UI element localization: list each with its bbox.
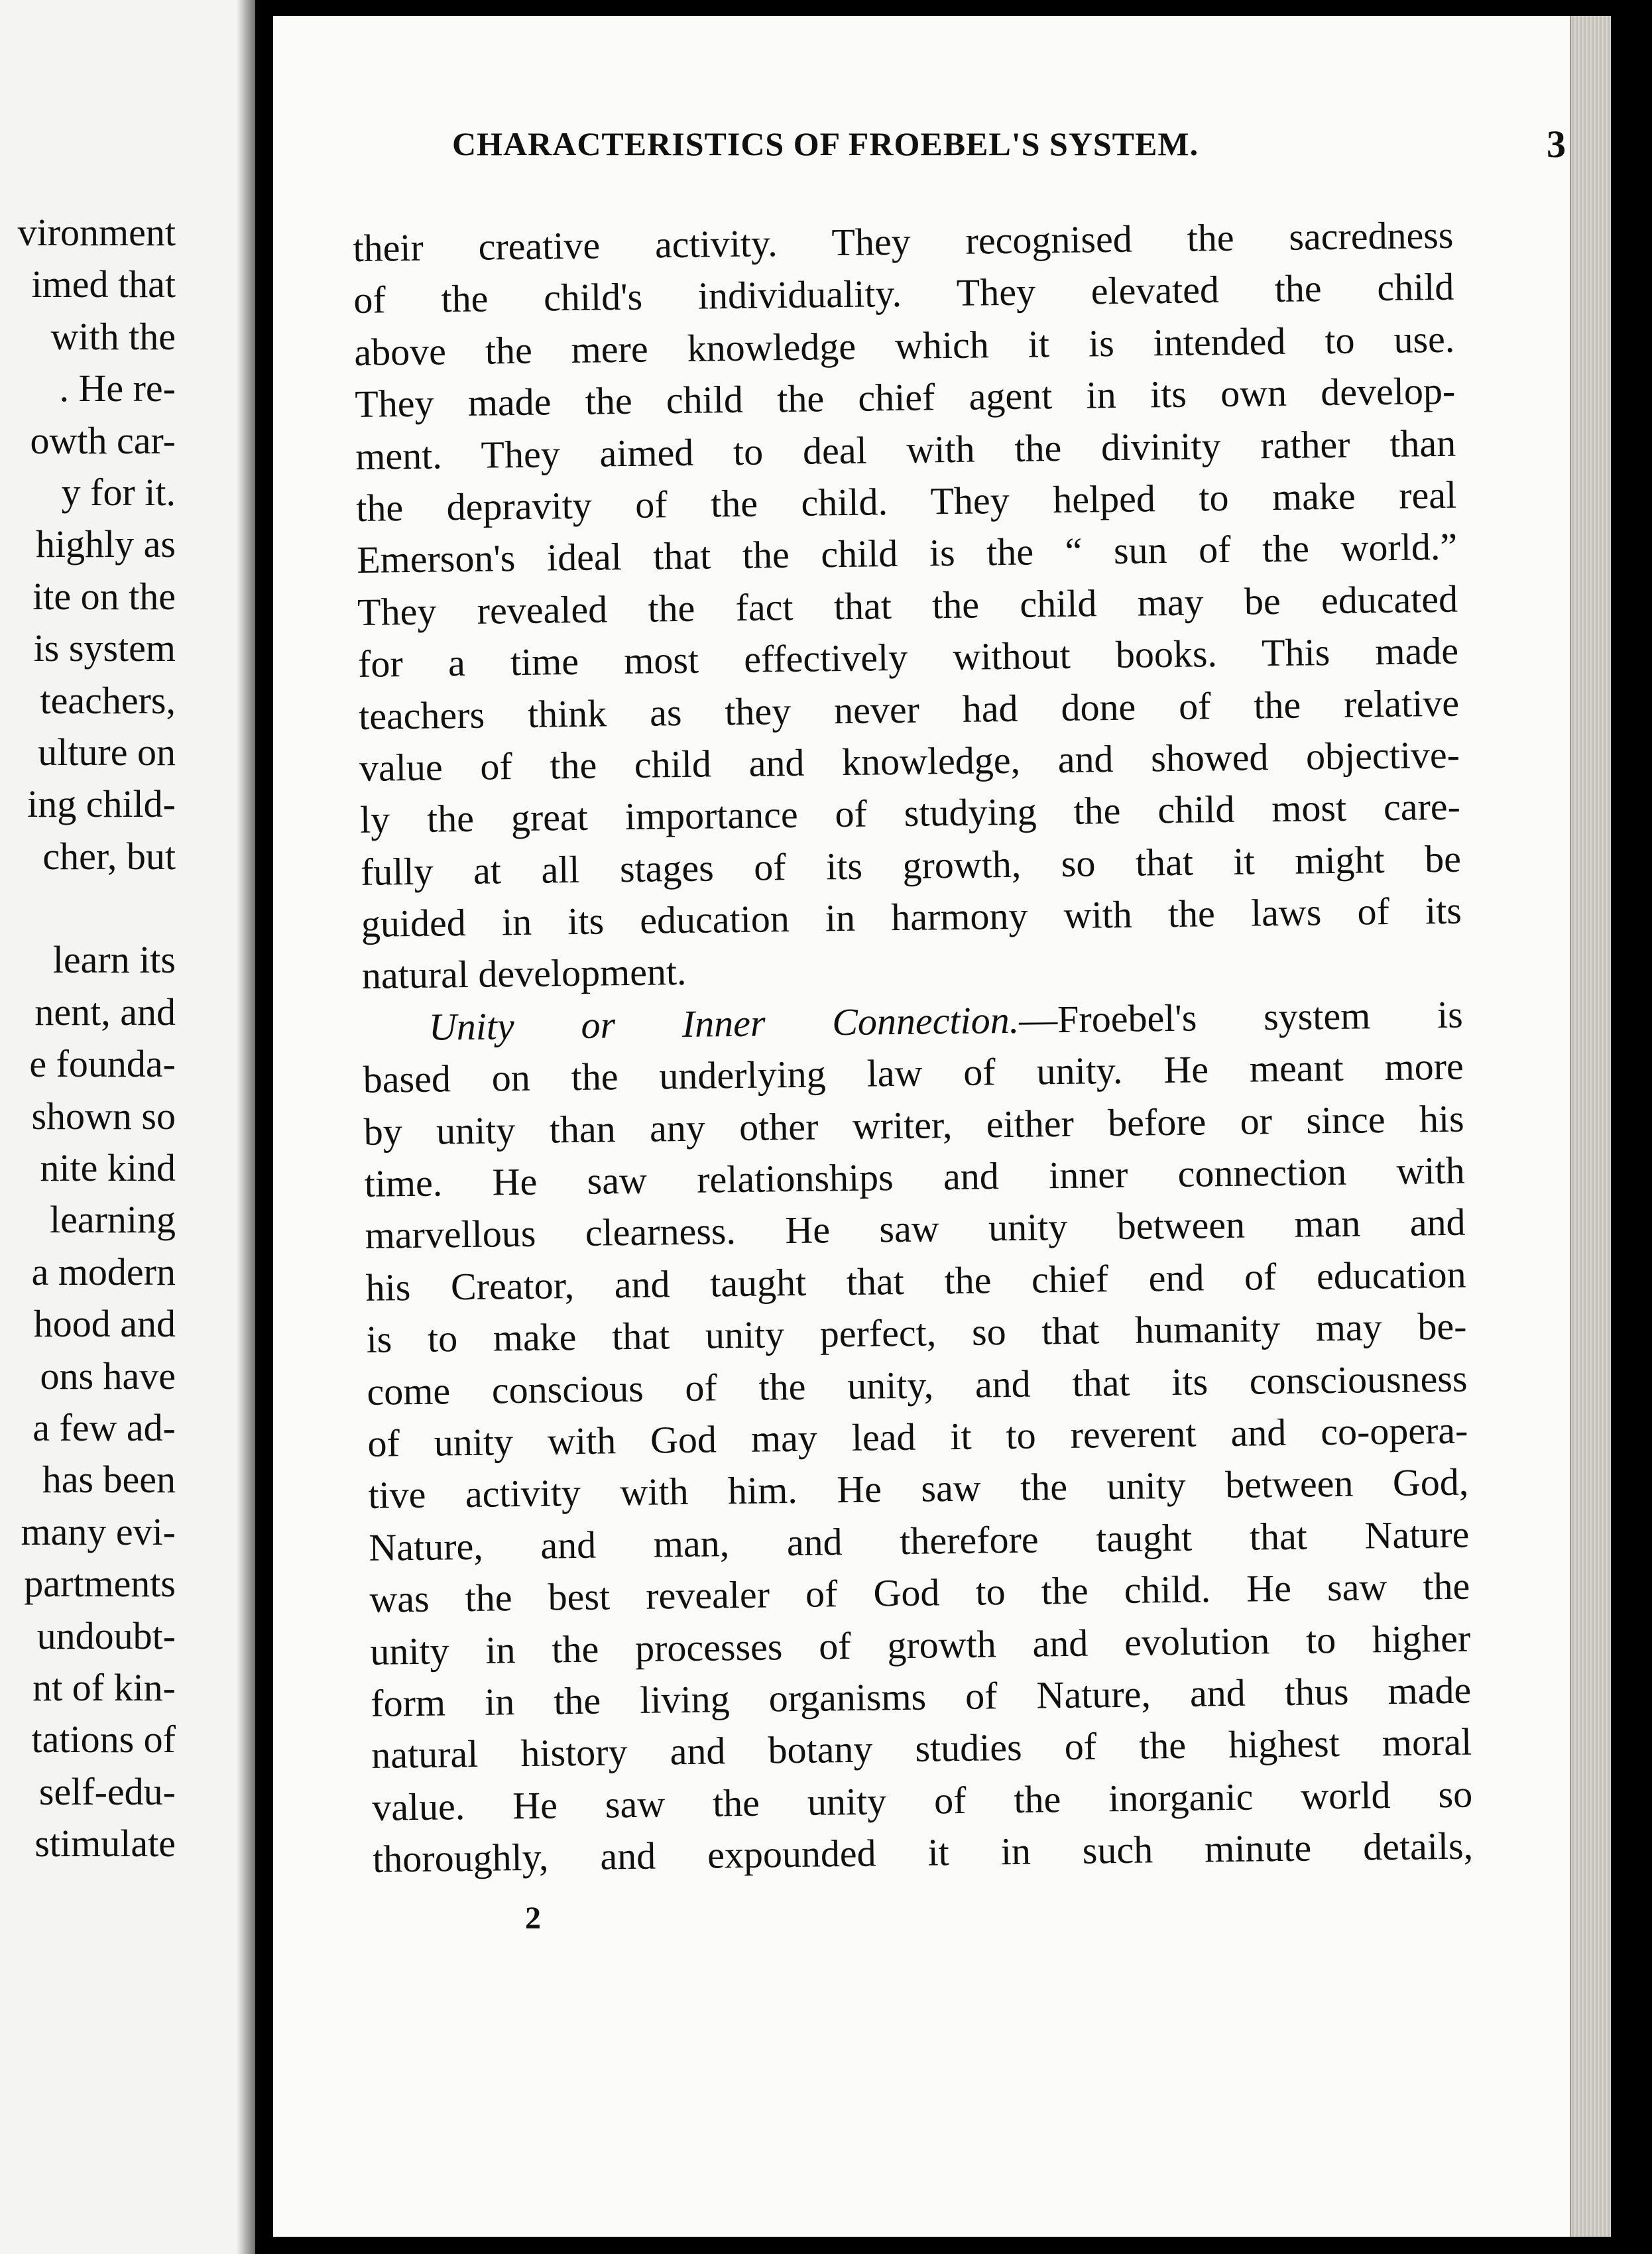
text-line: their creative activity. They recognised the sacredness: [353, 213, 1454, 270]
text-line: of unity with God may lead it to reverent and co-opera-: [367, 1408, 1468, 1465]
facing-page-line: a modern: [31, 1250, 176, 1293]
facing-page-line: with the: [50, 314, 176, 358]
facing-page-line: y for it.: [61, 470, 176, 514]
text-line: was the best revealer of God to the child. He saw the: [369, 1564, 1470, 1621]
facing-page-line: tations of: [31, 1718, 176, 1761]
facing-page-line: imed that: [31, 263, 176, 306]
facing-page-line: nite kind: [40, 1146, 176, 1190]
signature-mark: 2: [525, 1901, 541, 1936]
text-line: value of the child and knowledge, and showed objective-: [359, 733, 1460, 790]
facing-page-line: self-edu-: [38, 1769, 176, 1813]
facing-page-line: nt of kin-: [32, 1665, 176, 1709]
facing-page-line: nent, and: [34, 990, 176, 1034]
facing-page-line: vironment: [17, 211, 176, 254]
text-line: the depravity of the child. They helped to make real: [355, 473, 1457, 530]
facing-page-line: has been: [42, 1458, 176, 1502]
facing-page-text: [18, 207, 176, 1870]
text-line: fully at all stages of its growth, so that it might be: [360, 837, 1462, 894]
text-line: guided in its education in harmony with the laws of its: [361, 888, 1462, 945]
text-line: above the mere knowledge which it is intended to use.: [353, 317, 1455, 374]
facing-page-line: e founda-: [29, 1042, 176, 1086]
text-line: natural history and botany studies of the highest moral: [371, 1720, 1472, 1777]
text-line: Nature, and man, and therefore taught that Nature: [369, 1512, 1470, 1569]
facing-page-line: . He re-: [59, 367, 176, 410]
text-line: for a time most effectively without books. This made: [357, 628, 1459, 686]
text-line: natural development.: [361, 950, 687, 998]
text-line: of the child's individuality. They elevated the child: [353, 265, 1454, 322]
facing-page-line: cher, but: [42, 834, 176, 878]
text-line: form in the living organisms of Nature, and thus made: [370, 1668, 1472, 1725]
facing-page-line: stimulate: [34, 1822, 176, 1866]
running-head: [452, 125, 1566, 178]
text-line: They made the child the chief agent in its own develop-: [354, 369, 1456, 426]
text-line: time. He saw relationships and inner connection with: [364, 1148, 1465, 1205]
text-line: come conscious of the unity, and that its consciousness: [367, 1356, 1468, 1413]
facing-page-line: many evi-: [21, 1510, 176, 1553]
text-line: his Creator, and taught that the chief end of education: [365, 1252, 1466, 1309]
book-page: [273, 16, 1611, 2237]
section-heading-rest: —Froebel's system is: [1018, 992, 1464, 1041]
facing-page-line: shown so: [31, 1094, 176, 1138]
facing-page-line: owth car-: [30, 418, 176, 462]
facing-page-line: ite on the: [32, 574, 176, 618]
text-line: ment. They aimed to deal with the divinity rather than: [355, 421, 1456, 478]
facing-page-line: highly as: [35, 522, 176, 566]
text-line: ly the great importance of studying the child most care-: [359, 784, 1461, 842]
text-line: thoroughly, and expounded it in such minute details,: [372, 1824, 1474, 1881]
page-edge: [1570, 16, 1611, 2237]
running-title: CHARACTERISTICS OF FROEBEL'S SYSTEM.: [452, 125, 1199, 162]
facing-page-line: is system: [33, 626, 176, 670]
facing-page-line: learning: [49, 1198, 176, 1242]
facing-page-line: a few ad-: [32, 1405, 176, 1449]
text-line: is to make that unity perfect, so that humanity may be-: [366, 1304, 1467, 1362]
text-line: tive activity with him. He saw the unity between God,: [368, 1460, 1469, 1517]
facing-page-line: hood and: [33, 1302, 176, 1346]
text-line: value. He saw the unity of the inorganic world so: [371, 1772, 1473, 1829]
body-text: [353, 209, 1474, 1886]
text-line: by unity than any other writer, either before or since his: [363, 1097, 1465, 1154]
text-line: unity in the processes of growth and evolution to higher: [369, 1616, 1471, 1673]
facing-page: [0, 0, 255, 2254]
gutter-shadow: [237, 0, 255, 2254]
page-number: 3: [1547, 123, 1566, 166]
facing-page-line: [18, 882, 176, 934]
facing-page-line: learn its: [52, 938, 176, 982]
section-heading: Unity or Inner Connection.: [428, 998, 1020, 1049]
text-line: based on the underlying law of unity. He meant more: [363, 1044, 1464, 1102]
facing-page-line: ons have: [40, 1354, 176, 1397]
text-line: marvellous clearness. He saw unity between man and: [365, 1201, 1466, 1258]
facing-page-line: ulture on: [38, 730, 176, 774]
text-line: teachers think as they never had done of the relative: [358, 681, 1460, 738]
facing-page-line: partments: [24, 1562, 176, 1606]
facing-page-line: ing child-: [27, 782, 176, 826]
text-line: They revealed the fact that the child may be educated: [357, 577, 1458, 634]
facing-page-line: teachers,: [40, 678, 176, 722]
text-line: Emerson's ideal that the child is the “ sun of the world.”: [356, 525, 1458, 582]
facing-page-line: undoubt-: [36, 1614, 176, 1657]
